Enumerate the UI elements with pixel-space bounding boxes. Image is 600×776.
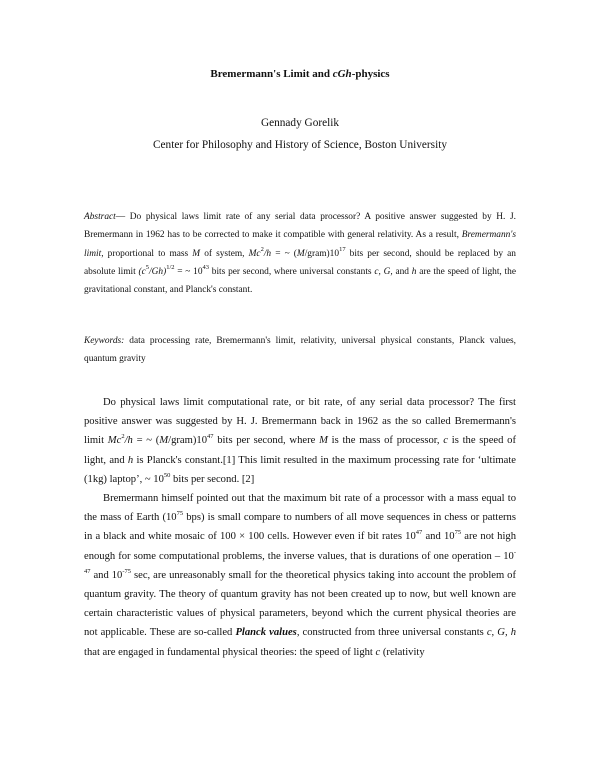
keywords: Keywords: data processing rate, Bremermann's limit, relativity, universal physical constants, Planck values, quantum gravity [84, 336, 516, 365]
author-affiliation: Center for Philosophy and History of Science, Boston University [153, 139, 447, 151]
abstract: Abstract— Do physical laws limit rate of any serial data processor? A positive answer suggested by H. J. Bremermann in 1962 has to be corrected to make it compatible with general relativity. As a result, Bremermann's limit, proportional to mass M of system, $Mc^2/h$ = ~ $(M/gram)10^{17}$ bits per second, should be replaced by an absolute limit $(c^5/Gh)^{1/2}$ = ~ $10^{43}$ bits per second, where universal constants c, G, and h are the speed of light, the gravitational constant, and Planck's constant. [84, 212, 516, 296]
paragraph-2: Bremermann himself pointed out that the maximum bit rate of a processor with a mass equal to the mass of Earth ($10^{75}$ bps) is small compare to numbers of all move sequences in chess or patterns in a black and white mosaic of 100 × 100 cells. However even if bit rates $10^{47}$ and $10^{75}$ are not high enough for some computational problems, the inverse values, that is durations of one operation – $10^{-47}$ and $10^{-75}$ sec, are unreasonably small for the theoretical physics taking into account the problem of quantum gravity. The theory of quantum gravity has not been created up to now, but well known are certain characteristic values of physical parameters, beyond which the current physical theories are not applicable. These are so-called Planck values, constructed from three universal constants c, G, h that are engaged in fundamental physical theories: the speed of light c (relativity [84, 493, 517, 658]
author-block [0, 112, 600, 156]
paragraph-1: Do physical laws limit computational rate, or bit rate, of any serial data processor? The first positive answer was suggested by H. J. Bremermann back in 1962 as the so called Bremermann's limit $Mc^2/h$ = ~ $(M/gram)10^{47}$ bits per second, where M is the mass of processor, c is the speed of light, and h is Planck's constant.[1] This limit resulted in the maximum processing rate for ‘ultimate (1kg) laptop’, ~ $10^{50}$ bits per second. [2] [84, 397, 516, 485]
body-text [84, 393, 516, 662]
paper-title: Bremermann's Limit and cGh-physics [210, 68, 390, 80]
author-name: Gennady Gorelik [260, 117, 340, 129]
keywords-label: Keywords: [84, 336, 125, 346]
abstract-label: Abstract [84, 212, 116, 222]
